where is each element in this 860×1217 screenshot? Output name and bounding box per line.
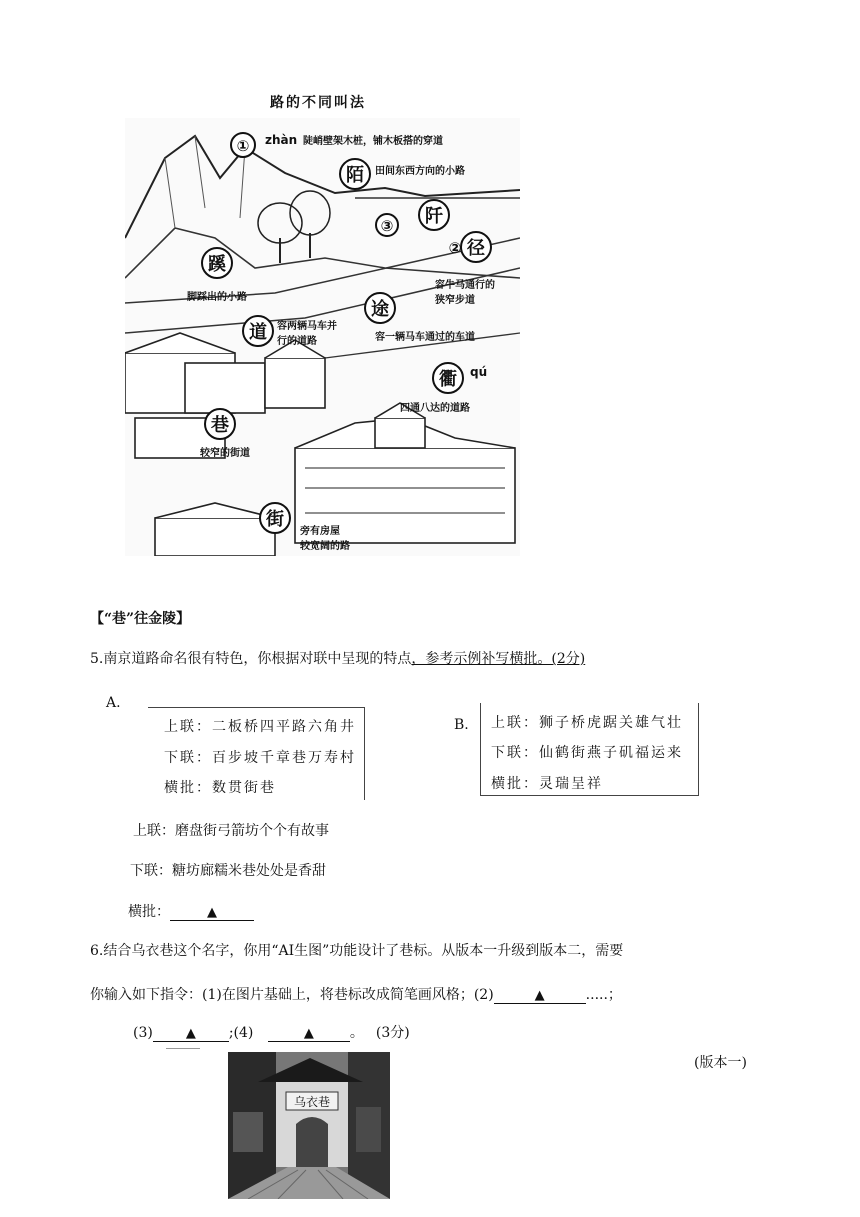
char-mo: 陌 bbox=[346, 165, 364, 186]
q6-p4: ;(4) bbox=[228, 1025, 254, 1041]
q5-xialian: 下联：糖坊廊糯米巷处处是香甜 bbox=[130, 863, 326, 879]
caption-jie-2: 较宽阔的路 bbox=[300, 541, 350, 552]
map-title: 路的不同叫法 bbox=[270, 95, 366, 111]
q6-line2-text: 你输入如下指令：(1)在图片基础上，将巷标改成简笔画风格；(2) bbox=[90, 987, 494, 1003]
caption-tu-1: 容牛马通行的 bbox=[435, 280, 495, 291]
char-qu: 衢 bbox=[439, 369, 457, 390]
caption-mo: 田间东西方向的小路 bbox=[375, 166, 465, 177]
q6-line2-tail: .....； bbox=[585, 987, 622, 1003]
char-tu: 途 bbox=[371, 299, 389, 320]
char-qian: 阡 bbox=[425, 206, 443, 227]
version-label: (版本一) bbox=[694, 1055, 747, 1071]
q5-stem bbox=[90, 648, 585, 668]
char-jie: 街 bbox=[266, 509, 284, 530]
char-jing: 径 bbox=[467, 238, 485, 259]
q6-line2 bbox=[90, 984, 622, 1004]
caption-jie-1: 旁有房屋 bbox=[300, 526, 340, 537]
caption-xi: 脚踩出的小路 bbox=[187, 292, 247, 303]
wuyixiang-photo bbox=[228, 1052, 390, 1199]
road-names-illustration bbox=[125, 118, 520, 556]
couplet-b-heng: 横批：灵瑞呈祥 bbox=[491, 776, 603, 792]
couplet-b-xia: 下联：仙鹤街燕子矶福运来 bbox=[491, 745, 683, 761]
q5-label-b: B. bbox=[454, 717, 469, 733]
caption-tu2: 容一辆马车通过的车道 bbox=[375, 332, 475, 343]
q6-line3 bbox=[133, 1022, 410, 1042]
caption-dao-1: 容两辆马车并 bbox=[277, 321, 337, 332]
q6-blank-4[interactable]: ▲ bbox=[268, 1026, 350, 1042]
number-3: ③ bbox=[380, 217, 394, 235]
couplet-b-shang: 上联：狮子桥虎踞关雄气壮 bbox=[491, 715, 683, 731]
caption-zhan: 陡峭壁架木桩，铺木板搭的穿道 bbox=[303, 136, 443, 147]
q6-blank-2[interactable]: ▲ bbox=[494, 988, 586, 1004]
caption-tu-2: 狭窄步道 bbox=[435, 295, 475, 306]
q6-p3: (3) bbox=[133, 1025, 153, 1041]
q6-score: (3分) bbox=[375, 1025, 410, 1041]
q5-underlined: ，参考示例补写横批。(2分) bbox=[411, 651, 586, 667]
caption-dao-2: 行的道路 bbox=[277, 336, 317, 347]
couplet-a-xia: 下联：百步坡千章巷万寿村 bbox=[164, 750, 356, 766]
q5-hengpi-label: 横批： bbox=[128, 904, 170, 920]
q5-label-a: A. bbox=[106, 695, 121, 711]
char-xi: 蹊 bbox=[208, 254, 226, 275]
caption-qu: 四通八达的道路 bbox=[400, 403, 470, 414]
number-2: ② bbox=[448, 239, 462, 257]
q6-end: 。 bbox=[349, 1025, 364, 1041]
pinyin-qu: qú bbox=[470, 365, 488, 379]
q5-answer-blank[interactable]: ▲ bbox=[170, 905, 254, 921]
number-1: ① bbox=[236, 137, 250, 155]
q6-blank-3[interactable]: ▲ bbox=[153, 1026, 229, 1042]
char-xiang: 巷 bbox=[211, 415, 229, 436]
couplet-a-heng: 横批：数贯街巷 bbox=[164, 780, 276, 796]
q5-shanglian: 上联：磨盘街弓箭坊个个有故事 bbox=[133, 823, 329, 839]
char-dao: 道 bbox=[249, 322, 267, 343]
q5-text: 5.南京道路命名很有特色，你根据对联中呈现的特点 bbox=[90, 651, 412, 667]
short-line bbox=[166, 1048, 200, 1049]
sign-text: 乌衣巷 bbox=[293, 1095, 331, 1109]
caption-xiang: 较窄的街道 bbox=[200, 448, 250, 459]
section-title: 【“巷”往金陵】 bbox=[90, 611, 191, 627]
q6-line1: 6.结合乌衣巷这个名字，你用“AI生图”功能设计了巷标。从版本一升级到版本二，需要 bbox=[90, 943, 624, 959]
pinyin-zhan: zhàn bbox=[265, 133, 298, 147]
q5-hengpi bbox=[128, 901, 254, 921]
couplet-a-shang: 上联：二板桥四平路六角井 bbox=[164, 719, 356, 735]
